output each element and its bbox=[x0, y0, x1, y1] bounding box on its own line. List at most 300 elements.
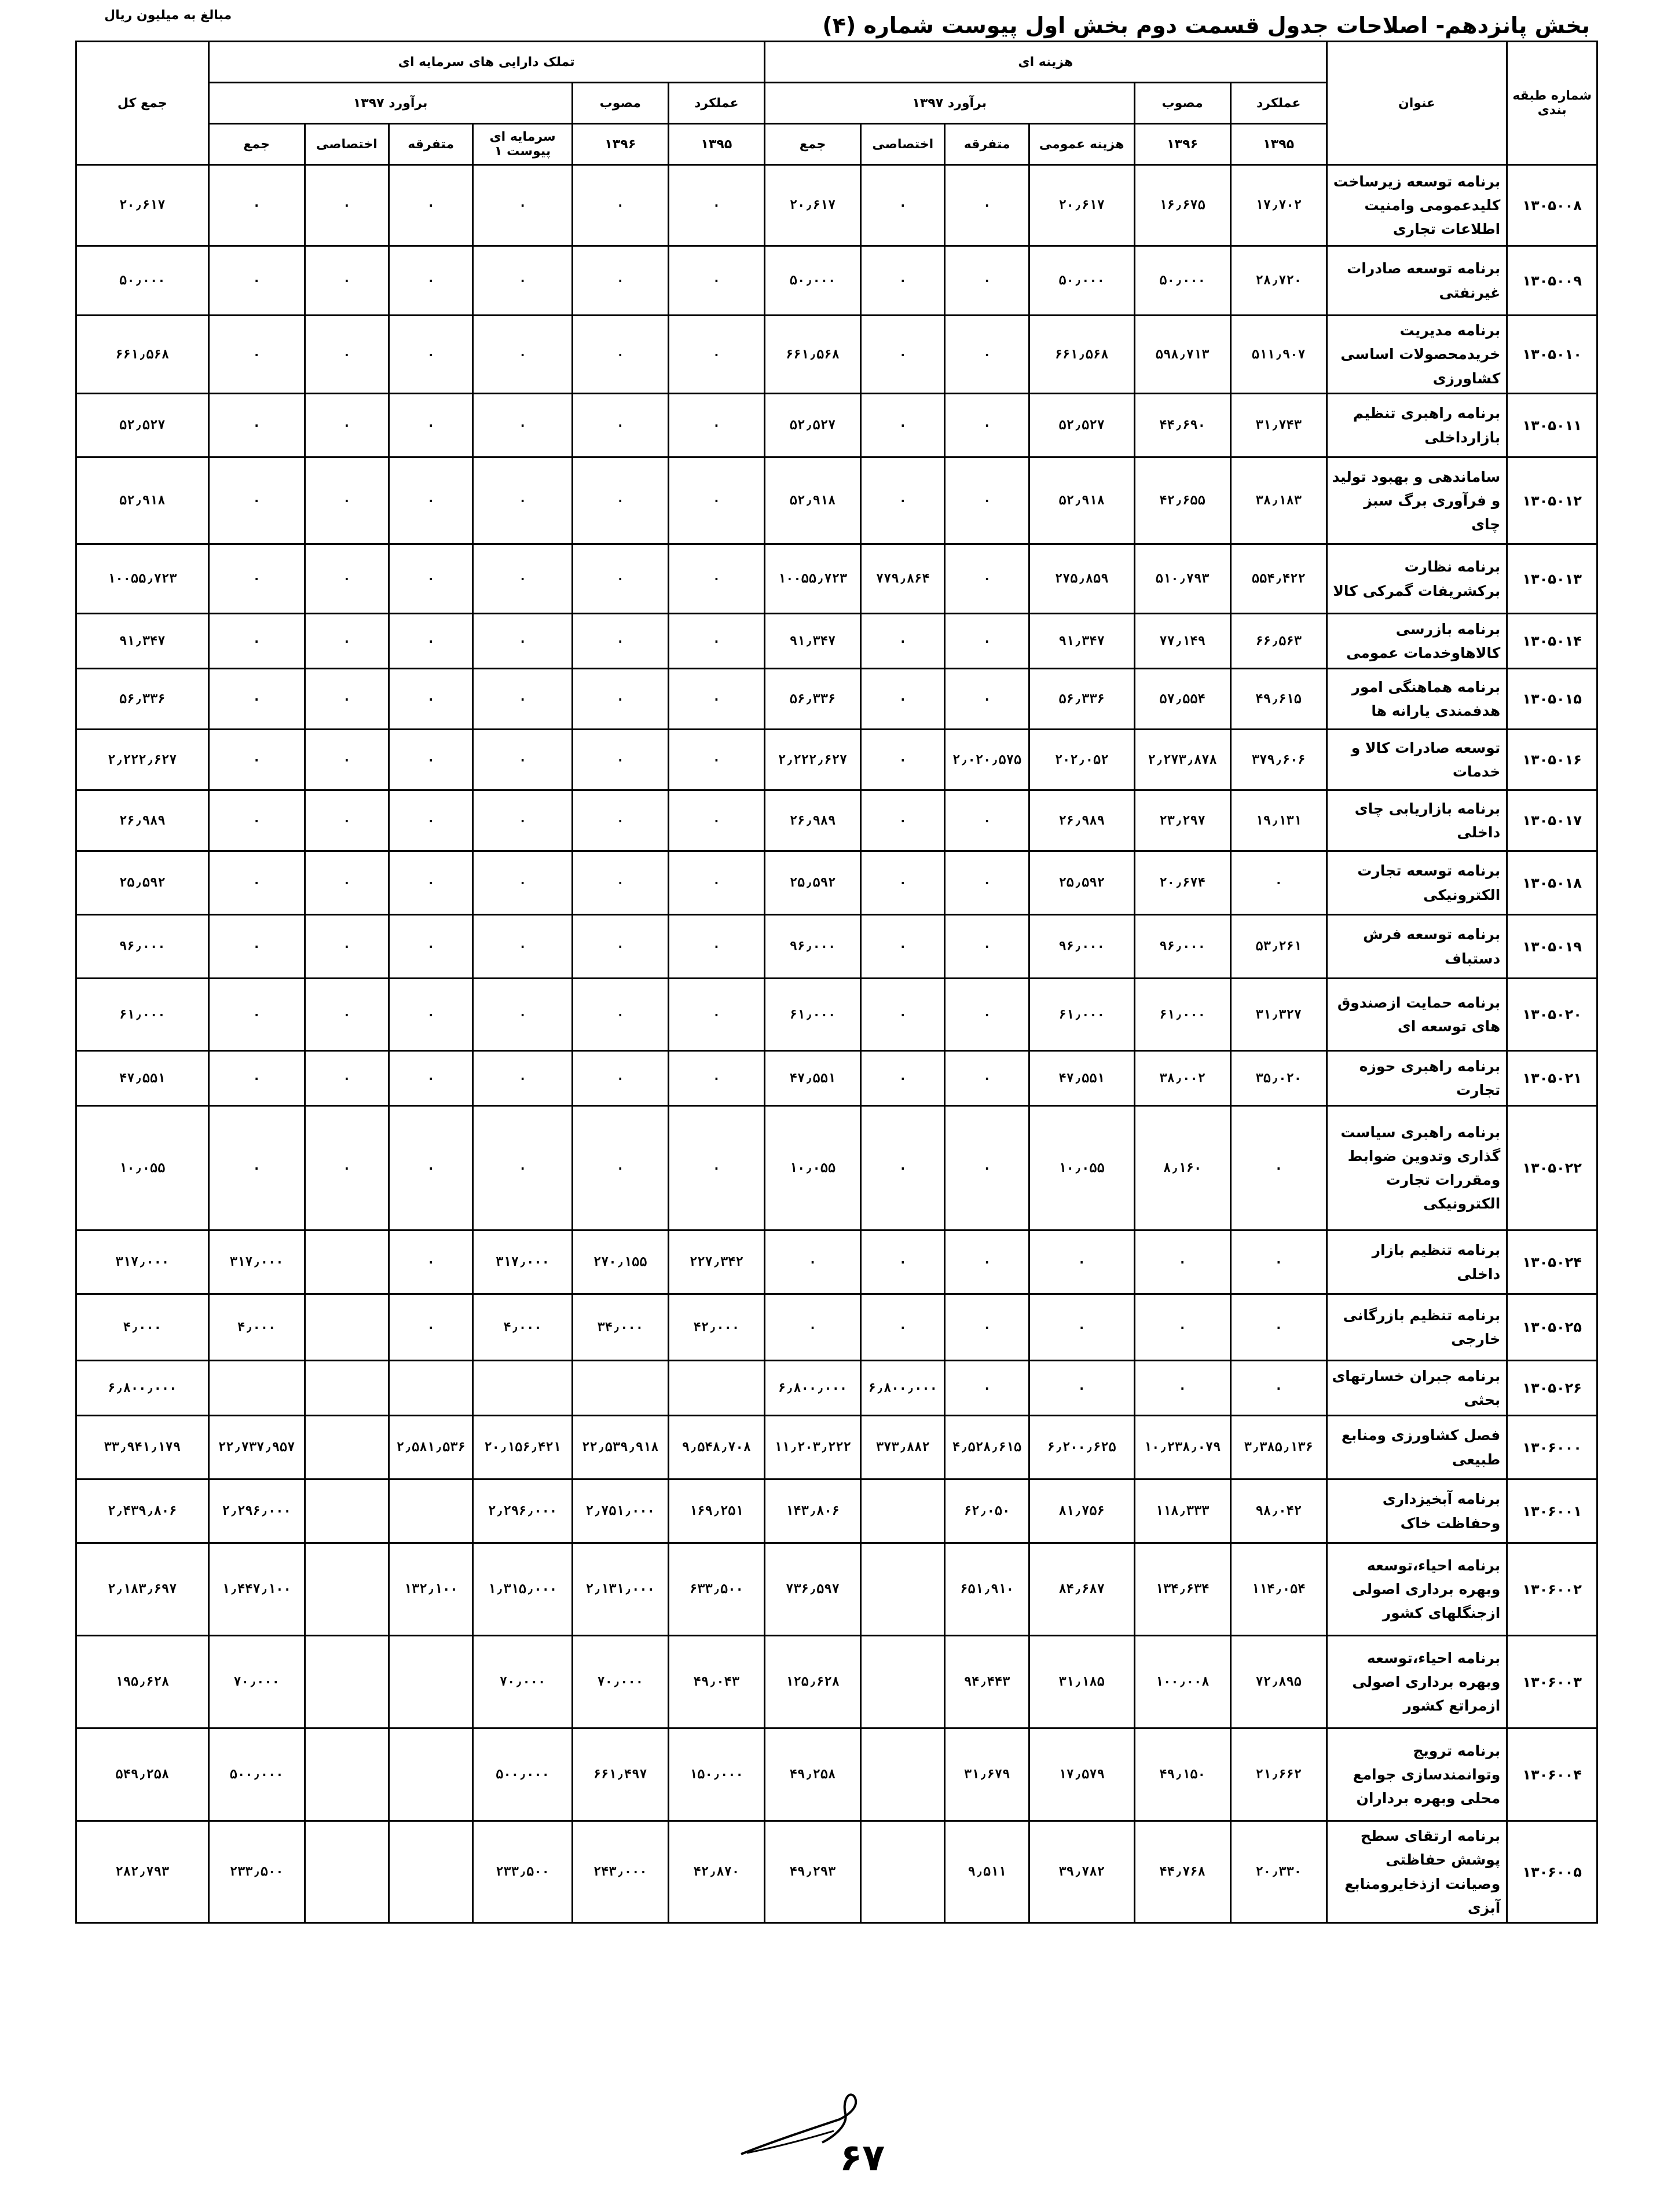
program-title-cell: برنامه تنظیم بازار داخلی bbox=[1326, 1230, 1507, 1294]
program-title-cell: برنامه جبران خسارتهای بحثی bbox=[1326, 1361, 1507, 1416]
expense-specific-cell: ۰ bbox=[861, 730, 945, 790]
capital-performance-95-cell: ۰ bbox=[668, 544, 764, 614]
expense-general-cell: ۸۱٫۷۵۶ bbox=[1029, 1479, 1134, 1543]
classification-code-cell: ۱۳۰۵۰۱۹ bbox=[1507, 915, 1597, 979]
expense-specific-cell: ۰ bbox=[861, 1106, 945, 1230]
expense-performance-95-cell: ۲۱٫۶۶۲ bbox=[1230, 1728, 1326, 1821]
expense-approved-96-cell: ۰ bbox=[1134, 1230, 1230, 1294]
capital-misc-cell: ۰ bbox=[389, 1106, 473, 1230]
capital-annex1-cell: ۰ bbox=[473, 1106, 572, 1230]
capital-specific-cell: ۰ bbox=[305, 851, 389, 915]
header-expense-estimate: برآورد ۱۳۹۷ bbox=[764, 83, 1134, 124]
capital-specific-cell: ۰ bbox=[305, 457, 389, 544]
header-capital-group: تملک دارایی های سرمایه ای bbox=[208, 42, 764, 83]
grand-total-cell: ۴۷٫۵۵۱ bbox=[76, 1051, 209, 1106]
capital-misc-cell: ۰ bbox=[389, 1294, 473, 1361]
program-title-cell: برنامه مدیریت خریدمحصولات اساسی کشاورزی bbox=[1326, 316, 1507, 394]
header-title: عنوان bbox=[1326, 42, 1507, 165]
capital-misc-cell: ۲٫۵۸۱٫۵۳۶ bbox=[389, 1416, 473, 1479]
expense-misc-cell: ۰ bbox=[945, 394, 1029, 457]
table-row bbox=[76, 1479, 1597, 1543]
expense-specific-cell: ۰ bbox=[861, 316, 945, 394]
grand-total-cell: ۲٫۴۳۹٫۸۰۶ bbox=[76, 1479, 209, 1543]
capital-performance-95-cell bbox=[668, 1361, 764, 1416]
expense-specific-cell: ۷۷۹٫۸۶۴ bbox=[861, 544, 945, 614]
table-row bbox=[76, 790, 1597, 851]
expense-misc-cell: ۰ bbox=[945, 544, 1029, 614]
capital-annex1-cell: ۰ bbox=[473, 915, 572, 979]
table-row bbox=[76, 1051, 1597, 1106]
expense-general-cell: ۶۶۱٫۵۶۸ bbox=[1029, 316, 1134, 394]
grand-total-cell: ۹۱٫۳۴۷ bbox=[76, 614, 209, 669]
header-capital-performance: عملکرد bbox=[668, 83, 764, 124]
expense-total-cell: ۵۰٫۰۰۰ bbox=[764, 246, 860, 316]
expense-performance-95-cell: ۵۵۴٫۴۲۲ bbox=[1230, 544, 1326, 614]
classification-code-cell: ۱۳۰۵۰۲۶ bbox=[1507, 1361, 1597, 1416]
capital-specific-cell: ۰ bbox=[305, 1051, 389, 1106]
expense-total-cell: ۰ bbox=[764, 1294, 860, 1361]
table-body bbox=[76, 165, 1597, 1923]
capital-annex1-cell: ۰ bbox=[473, 790, 572, 851]
capital-approved-96-cell: ۰ bbox=[572, 614, 668, 669]
capital-specific-cell: ۰ bbox=[305, 669, 389, 730]
capital-approved-96-cell: ۲۷۰٫۱۵۵ bbox=[572, 1230, 668, 1294]
classification-code-cell: ۱۳۰۵۰۱۵ bbox=[1507, 669, 1597, 730]
capital-performance-95-cell: ۴۲٫۸۷۰ bbox=[668, 1821, 764, 1923]
capital-misc-cell: ۰ bbox=[389, 457, 473, 544]
expense-misc-cell: ۰ bbox=[945, 915, 1029, 979]
grand-total-cell: ۲٫۲۲۲٫۶۲۷ bbox=[76, 730, 209, 790]
classification-code-cell: ۱۳۰۵۰۲۲ bbox=[1507, 1106, 1597, 1230]
expense-general-cell: ۵۰٫۰۰۰ bbox=[1029, 246, 1134, 316]
expense-misc-cell: ۰ bbox=[945, 457, 1029, 544]
expense-specific-cell bbox=[861, 1543, 945, 1636]
capital-approved-96-cell: ۰ bbox=[572, 246, 668, 316]
expense-specific-cell bbox=[861, 1728, 945, 1821]
program-title-cell: برنامه راهبری تنظیم بازارداخلی bbox=[1326, 394, 1507, 457]
expense-specific-cell: ۰ bbox=[861, 394, 945, 457]
capital-total-cell: ۰ bbox=[208, 394, 305, 457]
capital-performance-95-cell: ۲۲۷٫۳۴۲ bbox=[668, 1230, 764, 1294]
expense-specific-cell: ۳۷۳٫۸۸۲ bbox=[861, 1416, 945, 1479]
expense-performance-95-cell: ۱۷٫۷۰۲ bbox=[1230, 165, 1326, 246]
expense-approved-96-cell: ۵۱۰٫۷۹۳ bbox=[1134, 544, 1230, 614]
capital-total-cell: ۰ bbox=[208, 457, 305, 544]
expense-misc-cell: ۰ bbox=[945, 1106, 1029, 1230]
capital-performance-95-cell: ۱۶۹٫۲۵۱ bbox=[668, 1479, 764, 1543]
classification-code-cell: ۱۳۰۶۰۰۰ bbox=[1507, 1416, 1597, 1479]
grand-total-cell: ۱۰۰۵۵٫۷۲۳ bbox=[76, 544, 209, 614]
expense-total-cell: ۴۹٫۲۹۳ bbox=[764, 1821, 860, 1923]
capital-total-cell: ۰ bbox=[208, 246, 305, 316]
header-capital-approved: مصوب bbox=[572, 83, 668, 124]
grand-total-cell: ۳۳٫۹۴۱٫۱۷۹ bbox=[76, 1416, 209, 1479]
classification-code-cell: ۱۳۰۶۰۰۴ bbox=[1507, 1728, 1597, 1821]
capital-misc-cell: ۰ bbox=[389, 614, 473, 669]
grand-total-cell: ۵۶٫۳۳۶ bbox=[76, 669, 209, 730]
capital-total-cell: ۰ bbox=[208, 790, 305, 851]
expense-approved-96-cell: ۰ bbox=[1134, 1361, 1230, 1416]
capital-performance-95-cell: ۰ bbox=[668, 394, 764, 457]
page-number: ۶۷ bbox=[840, 2137, 885, 2180]
grand-total-cell: ۵۲٫۹۱۸ bbox=[76, 457, 209, 544]
capital-specific-cell bbox=[305, 1230, 389, 1294]
expense-total-cell: ۹۶٫۰۰۰ bbox=[764, 915, 860, 979]
table-row bbox=[76, 614, 1597, 669]
expense-specific-cell: ۰ bbox=[861, 1051, 945, 1106]
expense-general-cell: ۵۶٫۳۳۶ bbox=[1029, 669, 1134, 730]
expense-performance-95-cell: ۵۱۱٫۹۰۷ bbox=[1230, 316, 1326, 394]
expense-total-cell: ۲٫۲۲۲٫۶۲۷ bbox=[764, 730, 860, 790]
expense-approved-96-cell: ۱۱۸٫۳۳۳ bbox=[1134, 1479, 1230, 1543]
expense-specific-cell: ۰ bbox=[861, 1230, 945, 1294]
expense-performance-95-cell: ۵۳٫۲۶۱ bbox=[1230, 915, 1326, 979]
capital-specific-cell: ۰ bbox=[305, 316, 389, 394]
expense-total-cell: ۶٫۸۰۰٫۰۰۰ bbox=[764, 1361, 860, 1416]
table-row bbox=[76, 1361, 1597, 1416]
expense-performance-95-cell: ۶۶٫۵۶۳ bbox=[1230, 614, 1326, 669]
program-title-cell: برنامه بازرسی کالاهاوخدمات عمومی bbox=[1326, 614, 1507, 669]
expense-performance-95-cell: ۰ bbox=[1230, 1361, 1326, 1416]
capital-misc-cell: ۰ bbox=[389, 669, 473, 730]
table-row bbox=[76, 1728, 1597, 1821]
program-title-cell: برنامه توسعه زیرساخت کلیدعمومی وامنیت اطلاعات تجاری bbox=[1326, 165, 1507, 246]
capital-total-cell: ۳۱۷٫۰۰۰ bbox=[208, 1230, 305, 1294]
capital-total-cell: ۰ bbox=[208, 544, 305, 614]
capital-specific-cell: ۰ bbox=[305, 1106, 389, 1230]
grand-total-cell: ۳۱۷٫۰۰۰ bbox=[76, 1230, 209, 1294]
table-row bbox=[76, 246, 1597, 316]
classification-code-cell: ۱۳۰۵۰۱۴ bbox=[1507, 614, 1597, 669]
capital-total-cell: ۰ bbox=[208, 316, 305, 394]
expense-misc-cell: ۰ bbox=[945, 669, 1029, 730]
expense-specific-cell bbox=[861, 1636, 945, 1728]
classification-code-cell: ۱۳۰۵۰۱۶ bbox=[1507, 730, 1597, 790]
grand-total-cell: ۶۱٫۰۰۰ bbox=[76, 979, 209, 1051]
expense-general-cell: ۲۰۲٫۰۵۲ bbox=[1029, 730, 1134, 790]
capital-approved-96-cell: ۰ bbox=[572, 730, 668, 790]
expense-approved-96-cell: ۴۴٫۷۶۸ bbox=[1134, 1821, 1230, 1923]
capital-approved-96-cell: ۲٫۷۵۱٫۰۰۰ bbox=[572, 1479, 668, 1543]
expense-total-cell: ۵۲٫۹۱۸ bbox=[764, 457, 860, 544]
expense-performance-95-cell: ۰ bbox=[1230, 1294, 1326, 1361]
classification-code-cell: ۱۳۰۶۰۰۳ bbox=[1507, 1636, 1597, 1728]
expense-general-cell: ۶۱٫۰۰۰ bbox=[1029, 979, 1134, 1051]
expense-specific-cell: ۰ bbox=[861, 669, 945, 730]
table-row bbox=[76, 1294, 1597, 1361]
capital-specific-cell: ۰ bbox=[305, 544, 389, 614]
program-title-cell: برنامه احیاء،توسعه وبهره برداری اصولی ازجنگلهای کشور bbox=[1326, 1543, 1507, 1636]
expense-performance-95-cell: ۰ bbox=[1230, 1230, 1326, 1294]
capital-specific-cell: ۰ bbox=[305, 165, 389, 246]
grand-total-cell: ۲۸۲٫۷۹۳ bbox=[76, 1821, 209, 1923]
grand-total-cell: ۴٫۰۰۰ bbox=[76, 1294, 209, 1361]
table-row bbox=[76, 851, 1597, 915]
capital-performance-95-cell: ۶۳۳٫۵۰۰ bbox=[668, 1543, 764, 1636]
capital-specific-cell bbox=[305, 1821, 389, 1923]
expense-approved-96-cell: ۱۶٫۶۷۵ bbox=[1134, 165, 1230, 246]
header-total: جمع bbox=[208, 124, 305, 165]
expense-specific-cell: ۰ bbox=[861, 165, 945, 246]
expense-misc-cell: ۹۴٫۴۴۳ bbox=[945, 1636, 1029, 1728]
capital-annex1-cell: ۱٫۳۱۵٫۰۰۰ bbox=[473, 1543, 572, 1636]
header-misc: متفرقه bbox=[389, 124, 473, 165]
program-title-cell: برنامه احیاء،توسعه وبهره برداری اصولی ازمراتع کشور bbox=[1326, 1636, 1507, 1728]
capital-performance-95-cell: ۰ bbox=[668, 851, 764, 915]
header-year-95: ۱۳۹۵ bbox=[668, 124, 764, 165]
expense-misc-cell: ۹٫۵۱۱ bbox=[945, 1821, 1029, 1923]
capital-misc-cell bbox=[389, 1636, 473, 1728]
capital-approved-96-cell: ۰ bbox=[572, 669, 668, 730]
capital-misc-cell bbox=[389, 1728, 473, 1821]
expense-misc-cell: ۳۱٫۶۷۹ bbox=[945, 1728, 1029, 1821]
capital-annex1-cell bbox=[473, 1361, 572, 1416]
table-row bbox=[76, 457, 1597, 544]
capital-total-cell: ۱٫۴۴۷٫۱۰۰ bbox=[208, 1543, 305, 1636]
capital-total-cell: ۴٫۰۰۰ bbox=[208, 1294, 305, 1361]
expense-general-cell: ۶٫۲۰۰٫۶۲۵ bbox=[1029, 1416, 1134, 1479]
capital-specific-cell bbox=[305, 1728, 389, 1821]
classification-code-cell: ۱۳۰۵۰۱۷ bbox=[1507, 790, 1597, 851]
capital-total-cell: ۵۰۰٫۰۰۰ bbox=[208, 1728, 305, 1821]
header-expense-performance: عملکرد bbox=[1230, 83, 1326, 124]
expense-approved-96-cell: ۷۷٫۱۴۹ bbox=[1134, 614, 1230, 669]
expense-total-cell: ۱۴۳٫۸۰۶ bbox=[764, 1479, 860, 1543]
expense-total-cell: ۴۹٫۲۵۸ bbox=[764, 1728, 860, 1821]
capital-performance-95-cell: ۴۲٫۰۰۰ bbox=[668, 1294, 764, 1361]
expense-total-cell: ۱۲۵٫۶۲۸ bbox=[764, 1636, 860, 1728]
expense-approved-96-cell: ۹۶٫۰۰۰ bbox=[1134, 915, 1230, 979]
classification-code-cell: ۱۳۰۵۰۲۱ bbox=[1507, 1051, 1597, 1106]
capital-performance-95-cell: ۰ bbox=[668, 316, 764, 394]
grand-total-cell: ۶٫۸۰۰٫۰۰۰ bbox=[76, 1361, 209, 1416]
expense-approved-96-cell: ۱۰۰٫۰۰۸ bbox=[1134, 1636, 1230, 1728]
grand-total-cell: ۶۶۱٫۵۶۸ bbox=[76, 316, 209, 394]
classification-code-cell: ۱۳۰۵۰۱۰ bbox=[1507, 316, 1597, 394]
expense-general-cell: ۱۷٫۵۷۹ bbox=[1029, 1728, 1134, 1821]
table-row bbox=[76, 316, 1597, 394]
capital-performance-95-cell: ۰ bbox=[668, 730, 764, 790]
expense-total-cell: ۲۰٫۶۱۷ bbox=[764, 165, 860, 246]
capital-annex1-cell: ۰ bbox=[473, 544, 572, 614]
expense-approved-96-cell: ۴۲٫۶۵۵ bbox=[1134, 457, 1230, 544]
expense-misc-cell: ۰ bbox=[945, 1361, 1029, 1416]
program-title-cell: برنامه تنظیم بازرگانی خارجی bbox=[1326, 1294, 1507, 1361]
capital-annex1-cell: ۳۱۷٫۰۰۰ bbox=[473, 1230, 572, 1294]
expense-performance-95-cell: ۱۱۴٫۰۵۴ bbox=[1230, 1543, 1326, 1636]
header-expense-group: هزینه ای bbox=[764, 42, 1326, 83]
expense-specific-cell: ۰ bbox=[861, 246, 945, 316]
capital-performance-95-cell: ۰ bbox=[668, 165, 764, 246]
expense-total-cell: ۹۱٫۳۴۷ bbox=[764, 614, 860, 669]
expense-performance-95-cell: ۳۱٫۳۲۷ bbox=[1230, 979, 1326, 1051]
classification-code-cell: ۱۳۰۵۰۲۰ bbox=[1507, 979, 1597, 1051]
capital-specific-cell bbox=[305, 1479, 389, 1543]
capital-total-cell: ۰ bbox=[208, 669, 305, 730]
expense-specific-cell: ۰ bbox=[861, 457, 945, 544]
capital-approved-96-cell: ۰ bbox=[572, 1051, 668, 1106]
unit-note: مبالغ به میلیون ریال bbox=[104, 8, 232, 23]
expense-general-cell: ۳۱٫۱۸۵ bbox=[1029, 1636, 1134, 1728]
classification-code-cell: ۱۳۰۵۰۰۸ bbox=[1507, 165, 1597, 246]
capital-annex1-cell: ۲۰٫۱۵۶٫۴۲۱ bbox=[473, 1416, 572, 1479]
capital-misc-cell: ۱۳۲٫۱۰۰ bbox=[389, 1543, 473, 1636]
capital-misc-cell: ۰ bbox=[389, 851, 473, 915]
header-year-95: ۱۳۹۵ bbox=[1230, 124, 1326, 165]
expense-misc-cell: ۰ bbox=[945, 1230, 1029, 1294]
capital-approved-96-cell: ۳۴٫۰۰۰ bbox=[572, 1294, 668, 1361]
capital-annex1-cell: ۰ bbox=[473, 246, 572, 316]
table-row bbox=[76, 1106, 1597, 1230]
header-year-96: ۱۳۹۶ bbox=[1134, 124, 1230, 165]
expense-misc-cell: ۰ bbox=[945, 790, 1029, 851]
capital-misc-cell: ۰ bbox=[389, 165, 473, 246]
classification-code-cell: ۱۳۰۵۰۱۱ bbox=[1507, 394, 1597, 457]
capital-specific-cell bbox=[305, 1636, 389, 1728]
expense-total-cell: ۵۶٫۳۳۶ bbox=[764, 669, 860, 730]
expense-misc-cell: ۰ bbox=[945, 316, 1029, 394]
expense-approved-96-cell: ۴۹٫۱۵۰ bbox=[1134, 1728, 1230, 1821]
capital-approved-96-cell: ۰ bbox=[572, 1106, 668, 1230]
capital-total-cell: ۰ bbox=[208, 1106, 305, 1230]
capital-performance-95-cell: ۰ bbox=[668, 1106, 764, 1230]
expense-total-cell: ۱۰٫۰۵۵ bbox=[764, 1106, 860, 1230]
expense-total-cell: ۱۱٫۲۰۳٫۲۲۲ bbox=[764, 1416, 860, 1479]
expense-general-cell: ۲۶٫۹۸۹ bbox=[1029, 790, 1134, 851]
program-title-cell: برنامه توسعه صادرات غیرنفتی bbox=[1326, 246, 1507, 316]
capital-approved-96-cell: ۲۲٫۵۳۹٫۹۱۸ bbox=[572, 1416, 668, 1479]
header-specific: اختصاصی bbox=[305, 124, 389, 165]
grand-total-cell: ۲۵٫۵۹۲ bbox=[76, 851, 209, 915]
expense-total-cell: ۲۶٫۹۸۹ bbox=[764, 790, 860, 851]
capital-approved-96-cell: ۰ bbox=[572, 851, 668, 915]
grand-total-cell: ۱۰٫۰۵۵ bbox=[76, 1106, 209, 1230]
capital-performance-95-cell: ۴۹٫۰۴۳ bbox=[668, 1636, 764, 1728]
table-row bbox=[76, 979, 1597, 1051]
grand-total-cell: ۵۴۹٫۲۵۸ bbox=[76, 1728, 209, 1821]
capital-annex1-cell: ۲۳۳٫۵۰۰ bbox=[473, 1821, 572, 1923]
expense-total-cell: ۶۶۱٫۵۶۸ bbox=[764, 316, 860, 394]
program-title-cell: برنامه حمایت ازصندوق های توسعه ای bbox=[1326, 979, 1507, 1051]
expense-general-cell: ۰ bbox=[1029, 1230, 1134, 1294]
grand-total-cell: ۹۶٫۰۰۰ bbox=[76, 915, 209, 979]
table-row bbox=[76, 1230, 1597, 1294]
expense-total-cell: ۵۲٫۵۲۷ bbox=[764, 394, 860, 457]
classification-code-cell: ۱۳۰۶۰۰۲ bbox=[1507, 1543, 1597, 1636]
table-row bbox=[76, 669, 1597, 730]
capital-annex1-cell: ۰ bbox=[473, 1051, 572, 1106]
expense-general-cell: ۵۲٫۵۲۷ bbox=[1029, 394, 1134, 457]
expense-performance-95-cell: ۳۷۹٫۶۰۶ bbox=[1230, 730, 1326, 790]
classification-code-cell: ۱۳۰۵۰۲۵ bbox=[1507, 1294, 1597, 1361]
table-row bbox=[76, 1543, 1597, 1636]
capital-specific-cell bbox=[305, 1543, 389, 1636]
expense-specific-cell: ۰ bbox=[861, 1294, 945, 1361]
capital-annex1-cell: ۰ bbox=[473, 316, 572, 394]
expense-approved-96-cell: ۰ bbox=[1134, 1294, 1230, 1361]
capital-specific-cell: ۰ bbox=[305, 790, 389, 851]
capital-approved-96-cell: ۰ bbox=[572, 457, 668, 544]
capital-annex1-cell: ۵۰۰٫۰۰۰ bbox=[473, 1728, 572, 1821]
table-row bbox=[76, 1636, 1597, 1728]
header-general-expense: هزینه عمومی bbox=[1029, 124, 1134, 165]
header-capital-annex1: سرمایه ای پیوست ۱ bbox=[473, 124, 572, 165]
capital-specific-cell bbox=[305, 1294, 389, 1361]
capital-performance-95-cell: ۰ bbox=[668, 915, 764, 979]
expense-specific-cell bbox=[861, 1821, 945, 1923]
expense-general-cell: ۱۰٫۰۵۵ bbox=[1029, 1106, 1134, 1230]
expense-specific-cell: ۰ bbox=[861, 915, 945, 979]
capital-performance-95-cell: ۰ bbox=[668, 246, 764, 316]
capital-misc-cell bbox=[389, 1361, 473, 1416]
capital-misc-cell bbox=[389, 1821, 473, 1923]
capital-misc-cell: ۰ bbox=[389, 979, 473, 1051]
expense-misc-cell: ۰ bbox=[945, 614, 1029, 669]
capital-approved-96-cell: ۰ bbox=[572, 979, 668, 1051]
expense-performance-95-cell: ۷۲٫۸۹۵ bbox=[1230, 1636, 1326, 1728]
header-capital-estimate: برآورد ۱۳۹۷ bbox=[208, 83, 572, 124]
grand-total-cell: ۲٫۱۸۳٫۶۹۷ bbox=[76, 1543, 209, 1636]
capital-misc-cell: ۰ bbox=[389, 544, 473, 614]
expense-specific-cell: ۰ bbox=[861, 614, 945, 669]
capital-total-cell: ۰ bbox=[208, 730, 305, 790]
capital-specific-cell: ۰ bbox=[305, 394, 389, 457]
grand-total-cell: ۱۹۵٫۶۲۸ bbox=[76, 1636, 209, 1728]
expense-misc-cell: ۴٫۵۲۸٫۶۱۵ bbox=[945, 1416, 1029, 1479]
program-title-cell: برنامه ترویج وتوانمندسازی جوامع محلی وبهره برداران bbox=[1326, 1728, 1507, 1821]
capital-misc-cell: ۰ bbox=[389, 730, 473, 790]
capital-total-cell: ۰ bbox=[208, 165, 305, 246]
capital-total-cell: ۷۰٫۰۰۰ bbox=[208, 1636, 305, 1728]
program-title-cell: برنامه راهبری حوزه تجارت bbox=[1326, 1051, 1507, 1106]
expense-misc-cell: ۰ bbox=[945, 165, 1029, 246]
capital-annex1-cell: ۰ bbox=[473, 614, 572, 669]
expense-performance-95-cell: ۴۹٫۶۱۵ bbox=[1230, 669, 1326, 730]
capital-performance-95-cell: ۹٫۵۴۸٫۷۰۸ bbox=[668, 1416, 764, 1479]
expense-general-cell: ۲۷۵٫۸۵۹ bbox=[1029, 544, 1134, 614]
capital-performance-95-cell: ۰ bbox=[668, 790, 764, 851]
header-expense-approved: مصوب bbox=[1134, 83, 1230, 124]
capital-specific-cell: ۰ bbox=[305, 730, 389, 790]
program-title-cell: برنامه آبخیزداری وحفاظت خاک bbox=[1326, 1479, 1507, 1543]
program-title-cell: برنامه نظارت برکشریفات گمرکی کالا bbox=[1326, 544, 1507, 614]
capital-total-cell: ۰ bbox=[208, 1051, 305, 1106]
classification-code-cell: ۱۳۰۵۰۲۴ bbox=[1507, 1230, 1597, 1294]
grand-total-cell: ۵۲٫۵۲۷ bbox=[76, 394, 209, 457]
classification-code-cell: ۱۳۰۵۰۱۲ bbox=[1507, 457, 1597, 544]
capital-annex1-cell: ۰ bbox=[473, 730, 572, 790]
table-row bbox=[76, 544, 1597, 614]
expense-general-cell: ۳۹٫۷۸۲ bbox=[1029, 1821, 1134, 1923]
capital-approved-96-cell: ۰ bbox=[572, 790, 668, 851]
expense-performance-95-cell: ۰ bbox=[1230, 851, 1326, 915]
program-title-cell: برنامه توسعه تجارت الکترونیکی bbox=[1326, 851, 1507, 915]
expense-general-cell: ۰ bbox=[1029, 1294, 1134, 1361]
capital-approved-96-cell: ۰ bbox=[572, 544, 668, 614]
table-row bbox=[76, 165, 1597, 246]
classification-code-cell: ۱۳۰۶۰۰۱ bbox=[1507, 1479, 1597, 1543]
expense-total-cell: ۲۵٫۵۹۲ bbox=[764, 851, 860, 915]
table-row bbox=[76, 1821, 1597, 1923]
expense-approved-96-cell: ۲۳٫۲۹۷ bbox=[1134, 790, 1230, 851]
expense-general-cell: ۰ bbox=[1029, 1361, 1134, 1416]
header-total: جمع bbox=[764, 124, 860, 165]
capital-approved-96-cell: ۰ bbox=[572, 915, 668, 979]
capital-performance-95-cell: ۰ bbox=[668, 614, 764, 669]
capital-annex1-cell: ۷۰٫۰۰۰ bbox=[473, 1636, 572, 1728]
capital-misc-cell: ۰ bbox=[389, 394, 473, 457]
expense-general-cell: ۲۵٫۵۹۲ bbox=[1029, 851, 1134, 915]
